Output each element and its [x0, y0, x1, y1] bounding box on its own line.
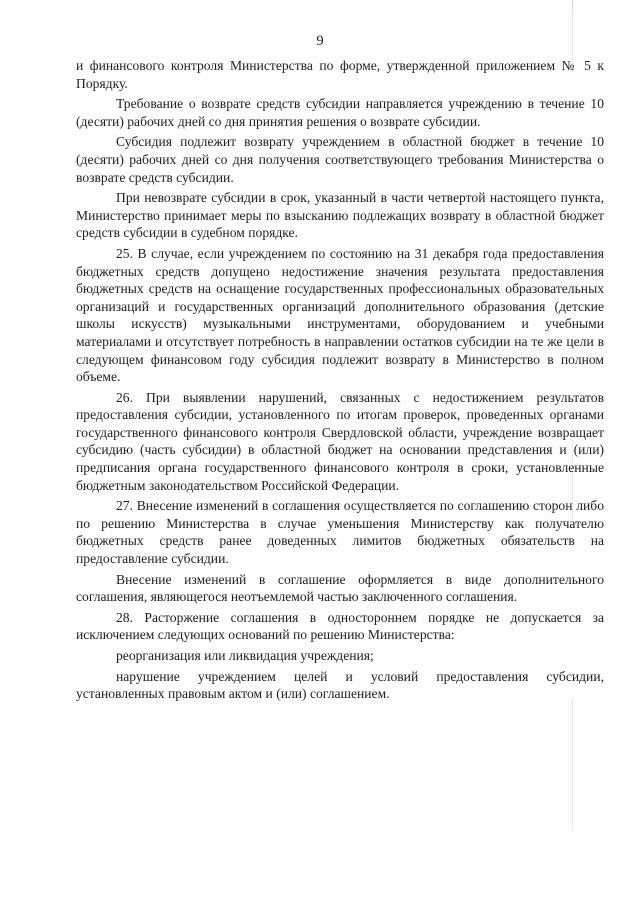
paragraph-item-27: 27. Внесение изменений в соглашения осуществляется по соглашению сторон либо по решению Министерства в случае уменьшения Министерству как получателю бюджетных средств ранее доведенных лимитов бюджетных обязательств на предоставление субсидии. — [76, 498, 604, 567]
scan-artifact — [572, 0, 573, 10]
paragraph-non-return: При невозврате субсидии в срок, указанный в части четвертой настоящего пункта, Министерство принимает меры по взысканию подлежащих возврату в областной бюджет средств субсидии в судебном порядке. — [76, 190, 604, 241]
paragraph-violation: нарушение учреждением целей и условий предоставления субсидии, установленных правовым актом и (или) соглашением. — [76, 668, 604, 702]
paragraph-continuation: и финансового контроля Министерства по форме, утвержденной приложением № 5 к Порядку. — [76, 58, 604, 91]
paragraph-amendment: Внесение изменений в соглашение оформляется в виде дополнительного соглашения, являющегося неотъемлемой частью заключенного соглашения. — [76, 571, 604, 605]
paragraph-refund-deadline: Субсидия подлежит возврату учреждением в областной бюджет в течение 10 (десяти) рабочих дней со дня получения соответствующего требования Министерства о возврате средств субсидии. — [76, 134, 604, 185]
paragraph-item-25: 25. В случае, если учреждением по состоянию на 31 декабря года предоставления бюджетных средств допущено недостижение значения результата предоставления бюджетных средств на оснащение государственных профессиональных образовательных организаций и государственных организаций дополнительного образования (детские школы искусств) музыкальными инструментами, оборудованием и учебными материалами и отсутствует потребность в направлении остатков субсидии на те же цели в следующем финансовом году субсидия подлежит возврату в Министерство в полном объеме. — [76, 245, 604, 385]
paragraph-reorganization: реорганизация или ликвидация учреждения; — [116, 648, 374, 663]
document-body — [76, 57, 604, 703]
paragraph-item-28: 28. Расторжение соглашения в одностороннем порядке не допускается за исключением следующих оснований по решению Министерства: — [76, 609, 604, 643]
scan-artifact — [572, 700, 574, 830]
paragraph-refund-request: Требование о возврате средств субсидии направляется учреждению в течение 10 (десяти) рабочих дней со дня принятия решения о возврате субсидии. — [76, 96, 604, 129]
paragraph-item-26: 26. При выявлении нарушений, связанных с недостижением результатов предоставления субсидии, установленного по итогам проверок, проведенных органами государственного финансового контроля Свердловской области, учреждение возвращает субсидию (часть субсидии) в областной бюджет на основании представления и (или) предписания органа государственного финансового контроля в сроки, установленные бюджетным законодательством Российской Федерации. — [76, 389, 604, 493]
page-number: 9 — [316, 33, 324, 49]
